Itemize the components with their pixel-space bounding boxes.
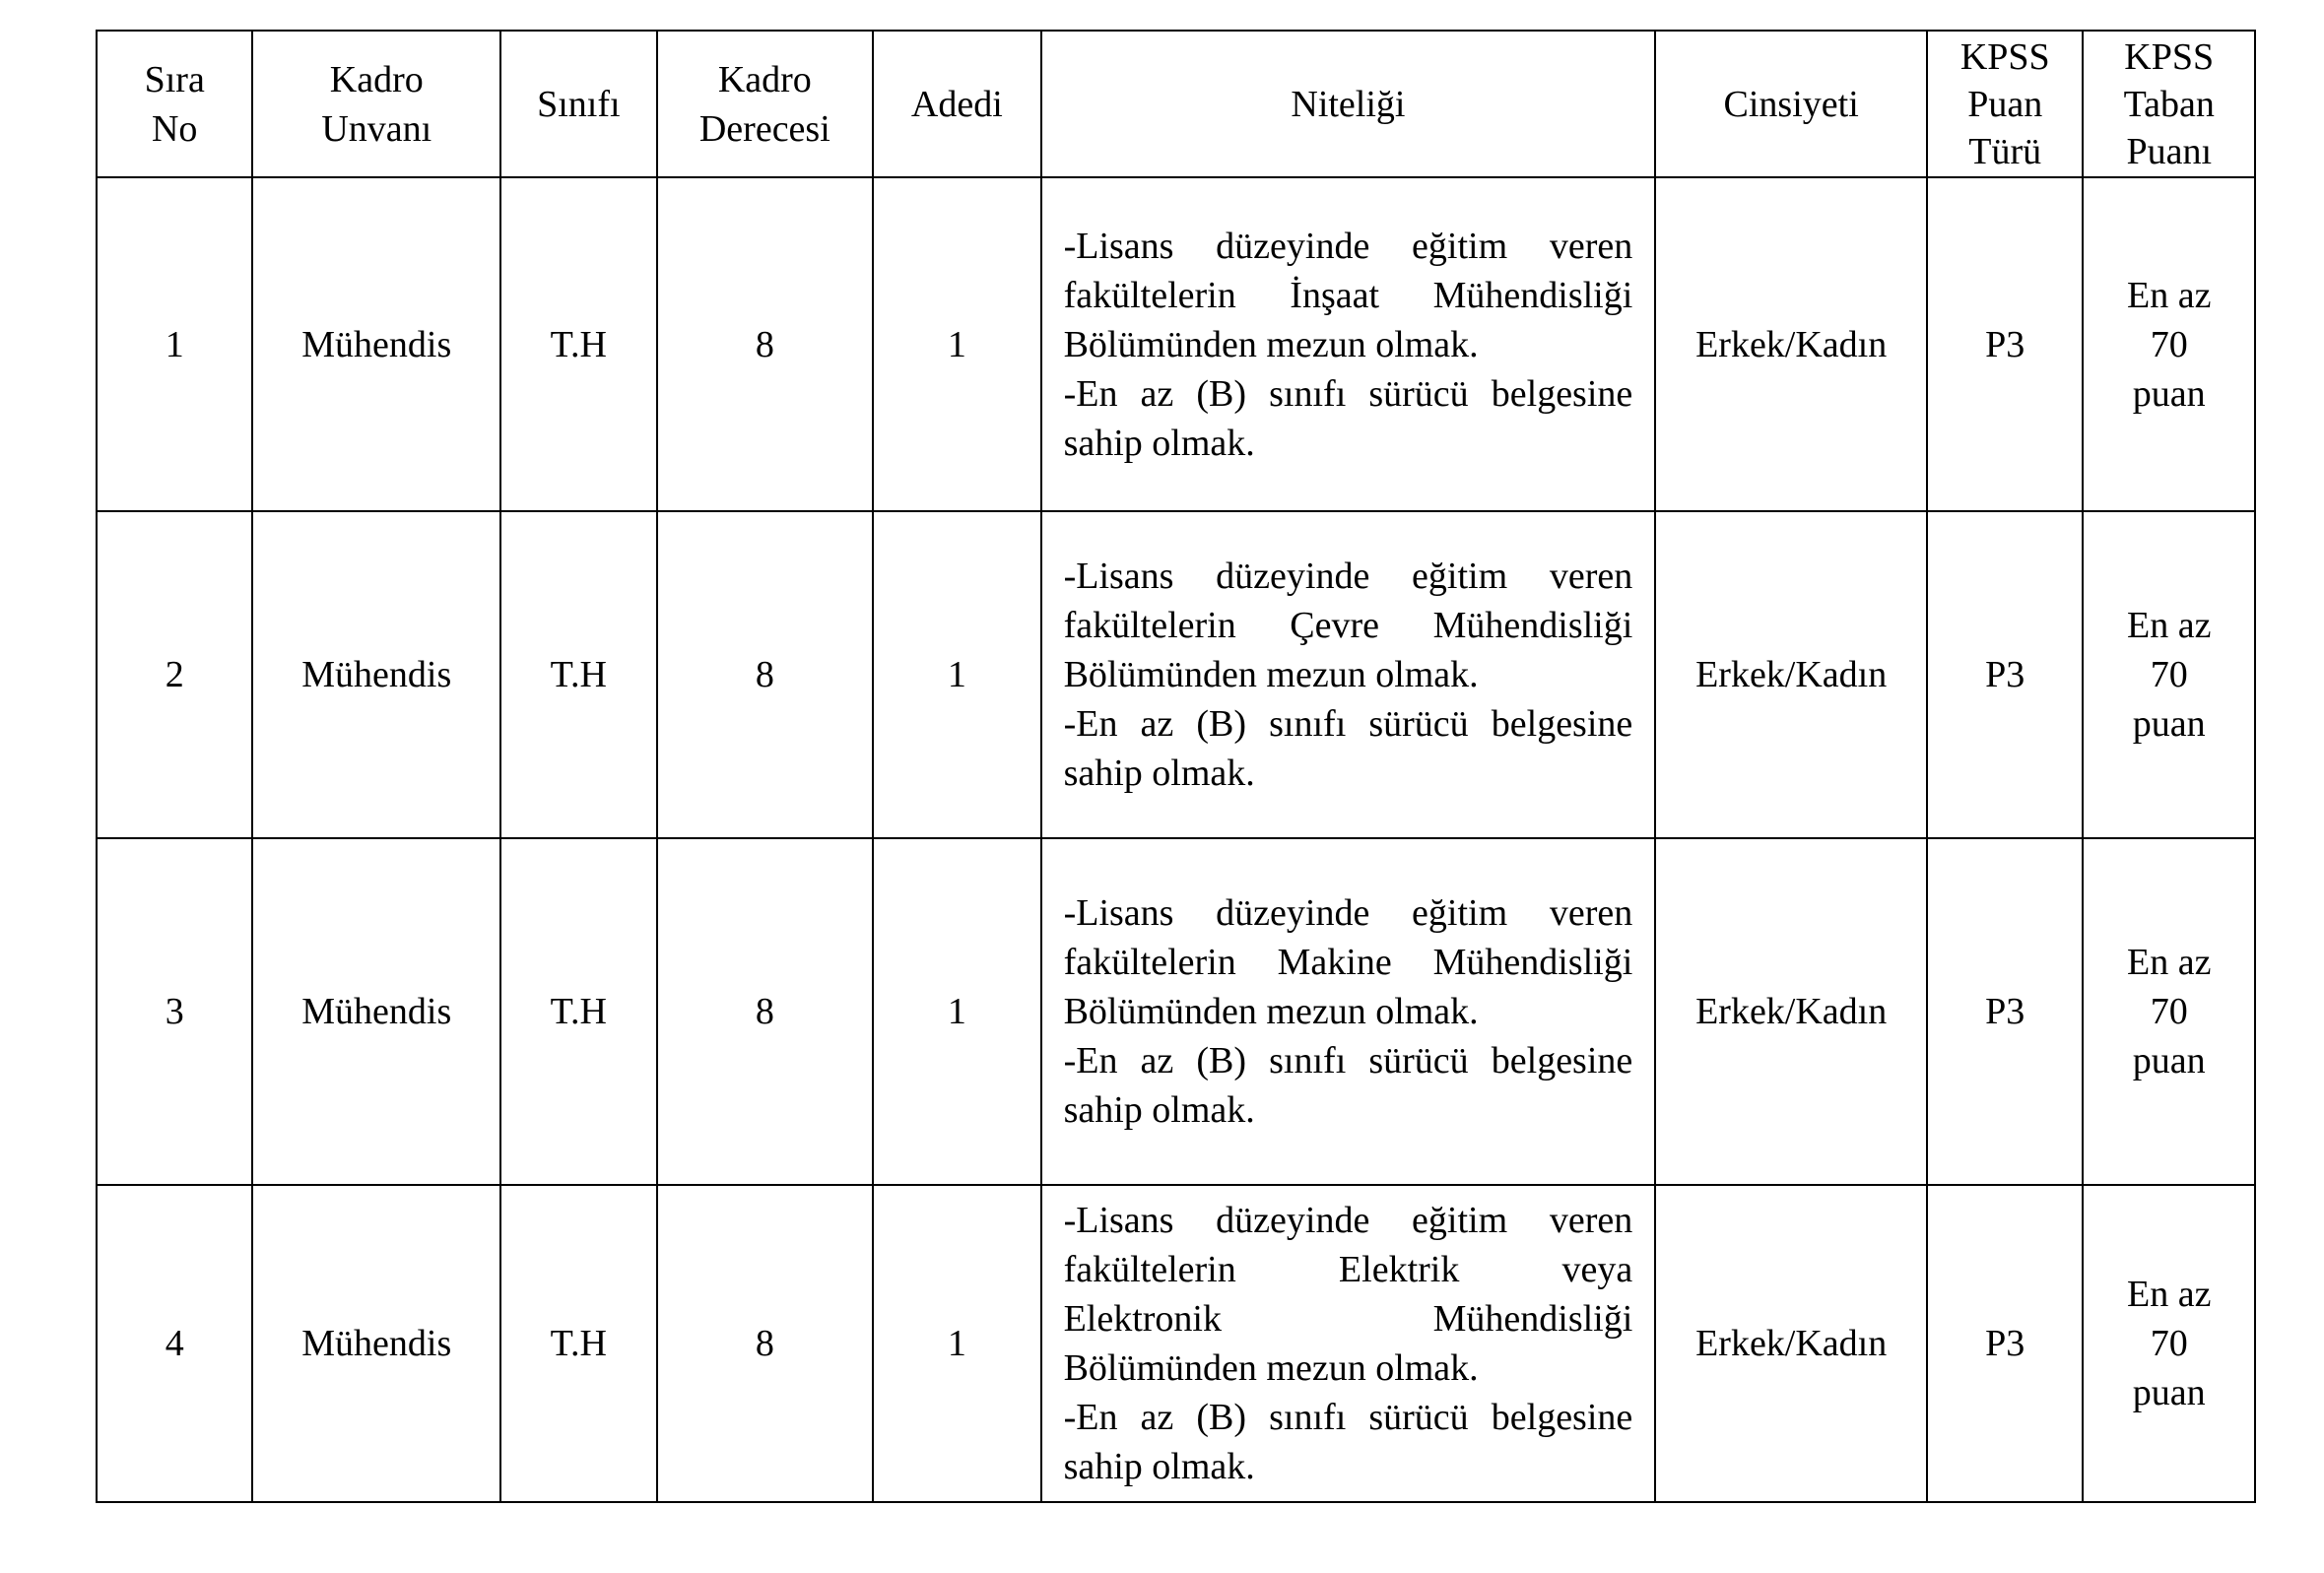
cell-sira-no: 4 [97,1185,252,1502]
cell-kpss-taban-puani: En az 70 puan [2083,838,2255,1185]
header-kpss-taban-puani: KPSS Taban Puanı [2083,31,2255,177]
header-niteligi: Niteliği [1041,31,1656,177]
cell-kadro-unvani: Mühendis [252,1185,500,1502]
cell-kpss-taban-puani: En az 70 puan [2083,1185,2255,1502]
niteligi-line: sahip olmak. [1063,1446,1255,1487]
cell-kadro-derecesi: 8 [657,1185,874,1502]
niteligi-line: fakültelerin Makine Mühendisliği [1063,942,1633,983]
header-cinsiyeti: Cinsiyeti [1655,31,1927,177]
cell-niteligi [1041,511,1656,838]
niteligi-line: -En az (B) sınıfı sürücü belgesine [1063,1040,1633,1081]
table-row [97,511,2255,838]
cell-kpss-puan-turu: P3 [1927,511,2083,838]
niteligi-line: -En az (B) sınıfı sürücü belgesine [1063,703,1633,745]
niteligi-line: -Lisans düzeyinde eğitim veren [1063,892,1633,934]
cell-kadro-derecesi: 8 [657,838,874,1185]
cell-cinsiyeti: Erkek/Kadın [1655,838,1927,1185]
header-kadro-unvani: Kadro Unvanı [252,31,500,177]
niteligi-line: -Lisans düzeyinde eğitim veren [1063,1200,1633,1241]
cell-sira-no: 1 [97,177,252,511]
cell-kadro-unvani: Mühendis [252,838,500,1185]
niteligi-line: fakültelerin İnşaat Mühendisliği [1063,274,1633,316]
table-row [97,1185,2255,1502]
cell-kadro-unvani: Mühendis [252,177,500,511]
niteligi-line: Elektronik Mühendisliği [1063,1298,1633,1340]
niteligi-line: sahip olmak. [1063,753,1255,794]
cell-kpss-puan-turu: P3 [1927,177,2083,511]
cell-kadro-unvani: Mühendis [252,511,500,838]
document-page [96,30,2256,1503]
niteligi-line: fakültelerin Elektrik veya [1063,1249,1633,1290]
cell-adedi: 1 [873,511,1040,838]
cell-kpss-puan-turu: P3 [1927,838,2083,1185]
cell-adedi: 1 [873,838,1040,1185]
cell-cinsiyeti: Erkek/Kadın [1655,177,1927,511]
job-positions-table [96,30,2256,1503]
table-row [97,177,2255,511]
niteligi-line: -Lisans düzeyinde eğitim veren [1063,556,1633,597]
header-sinifi: Sınıfı [500,31,656,177]
cell-niteligi [1041,1185,1656,1502]
cell-cinsiyeti: Erkek/Kadın [1655,511,1927,838]
cell-niteligi [1041,838,1656,1185]
table-row [97,838,2255,1185]
niteligi-line: -Lisans düzeyinde eğitim veren [1063,225,1633,267]
cell-kpss-puan-turu: P3 [1927,1185,2083,1502]
cell-niteligi [1041,177,1656,511]
cell-sira-no: 3 [97,838,252,1185]
cell-kpss-taban-puani: En az 70 puan [2083,511,2255,838]
niteligi-line: Bölümünden mezun olmak. [1063,991,1479,1032]
niteligi-line: sahip olmak. [1063,1089,1255,1131]
niteligi-line: sahip olmak. [1063,422,1255,464]
cell-kpss-taban-puani: En az 70 puan [2083,177,2255,511]
niteligi-line: Bölümünden mezun olmak. [1063,654,1479,695]
niteligi-line: Bölümünden mezun olmak. [1063,1347,1479,1389]
cell-kadro-derecesi: 8 [657,511,874,838]
header-sira-no: Sıra No [97,31,252,177]
header-kpss-puan-turu: KPSS Puan Türü [1927,31,2083,177]
cell-sinifi: T.H [500,177,656,511]
niteligi-line: -En az (B) sınıfı sürücü belgesine [1063,372,1633,415]
cell-adedi: 1 [873,1185,1040,1502]
cell-sinifi: T.H [500,1185,656,1502]
cell-sinifi: T.H [500,838,656,1185]
header-kadro-derecesi: Kadro Derecesi [657,31,874,177]
niteligi-line: Bölümünden mezun olmak. [1063,323,1479,365]
cell-adedi: 1 [873,177,1040,511]
header-adedi: Adedi [873,31,1040,177]
cell-sira-no: 2 [97,511,252,838]
cell-cinsiyeti: Erkek/Kadın [1655,1185,1927,1502]
niteligi-line: -En az (B) sınıfı sürücü belgesine [1063,1397,1633,1438]
niteligi-line: fakültelerin Çevre Mühendisliği [1063,605,1633,646]
cell-sinifi: T.H [500,511,656,838]
header-row [97,31,2255,177]
cell-kadro-derecesi: 8 [657,177,874,511]
